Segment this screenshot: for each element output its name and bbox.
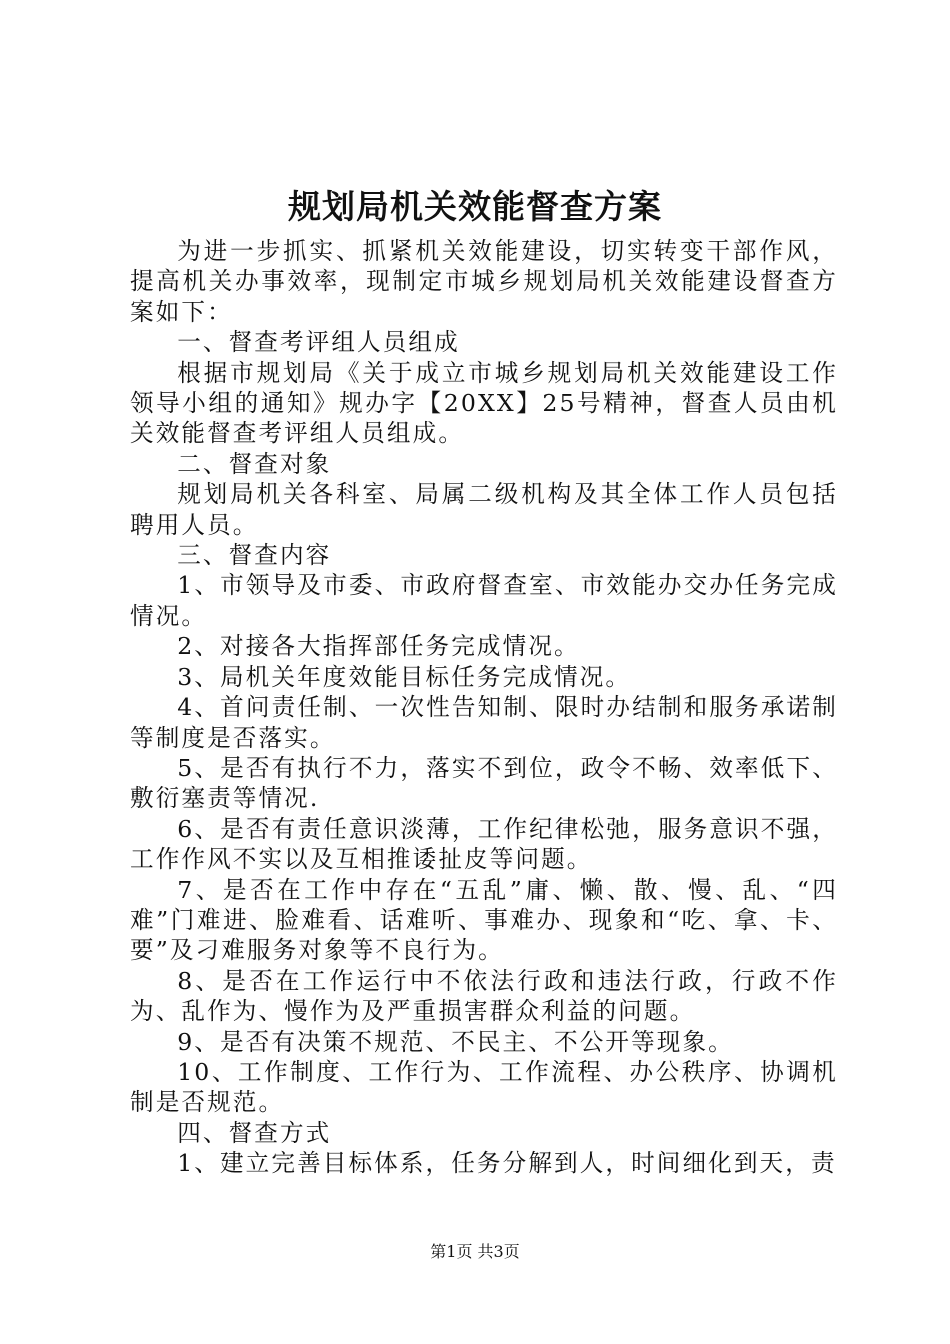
list-item: 6、是否有责任意识淡薄，工作纪律松弛，服务意识不强，工作作风不实以及互相推诿扯皮等问题。 — [130, 814, 838, 874]
list-item: 3、局机关年度效能目标任务完成情况。 — [177, 662, 632, 691]
list-item: 1、市领导及市委、市政府督查室、市效能办交办任务完成情况。 — [130, 571, 838, 630]
list-item: 5、是否有执行不力，落实不到位，政令不畅、效率低下、敷衍塞责等情况. — [130, 753, 838, 813]
document-body — [130, 236, 838, 1179]
page-footer: 第1页 共3页 — [430, 1242, 520, 1261]
section-heading-2: 二、督查对象 — [177, 449, 332, 478]
section-heading-3: 三、督查内容 — [177, 541, 332, 570]
list-item: 8、是否在工作运行中不依法行政和违法行政，行政不作为、乱作为、慢作为及严重损害群众利益的问题。 — [130, 966, 838, 1026]
paragraph: 根据市规划局《关于成立市城乡规划局机关效能建设工作领导小组的通知》规办字【20XX】25号精神，督查人员由机关效能督查考评组人员组成。 — [130, 358, 838, 448]
section-heading-4: 四、督查方式 — [177, 1118, 332, 1147]
list-item: 1、建立完善目标体系，任务分解到人，时间细化到天，责 — [177, 1149, 837, 1178]
list-item: 2、对接各大指挥部任务完成情况。 — [177, 632, 580, 661]
list-item: 9、是否有决策不规范、不民主、不公开等现象。 — [177, 1027, 734, 1056]
list-item: 10、工作制度、工作行为、工作流程、办公秩序、协调机制是否规范。 — [130, 1057, 838, 1117]
document-title: 规划局机关效能督查方案 — [288, 187, 662, 226]
section-heading-1: 一、督查考评组人员组成 — [177, 328, 460, 357]
paragraph-intro: 为进一步抓实、抓紧机关效能建设，切实转变干部作风，提高机关办事效率，现制定市城乡规划局机关效能建设督查方案如下： — [130, 237, 838, 326]
paragraph: 规划局机关各科室、局属二级机构及其全体工作人员包括聘用人员。 — [130, 480, 838, 539]
list-item: 7、是否在工作中存在“五乱”庸、懒、散、慢、乱、“四难”门难进、脸难看、话难听、事难办、现象和“吃、拿、卡、要”及刁难服务对象等不良行为。 — [130, 875, 838, 965]
list-item: 4、首问责任制、一次性告知制、限时办结制和服务承诺制等制度是否落实。 — [130, 693, 838, 752]
